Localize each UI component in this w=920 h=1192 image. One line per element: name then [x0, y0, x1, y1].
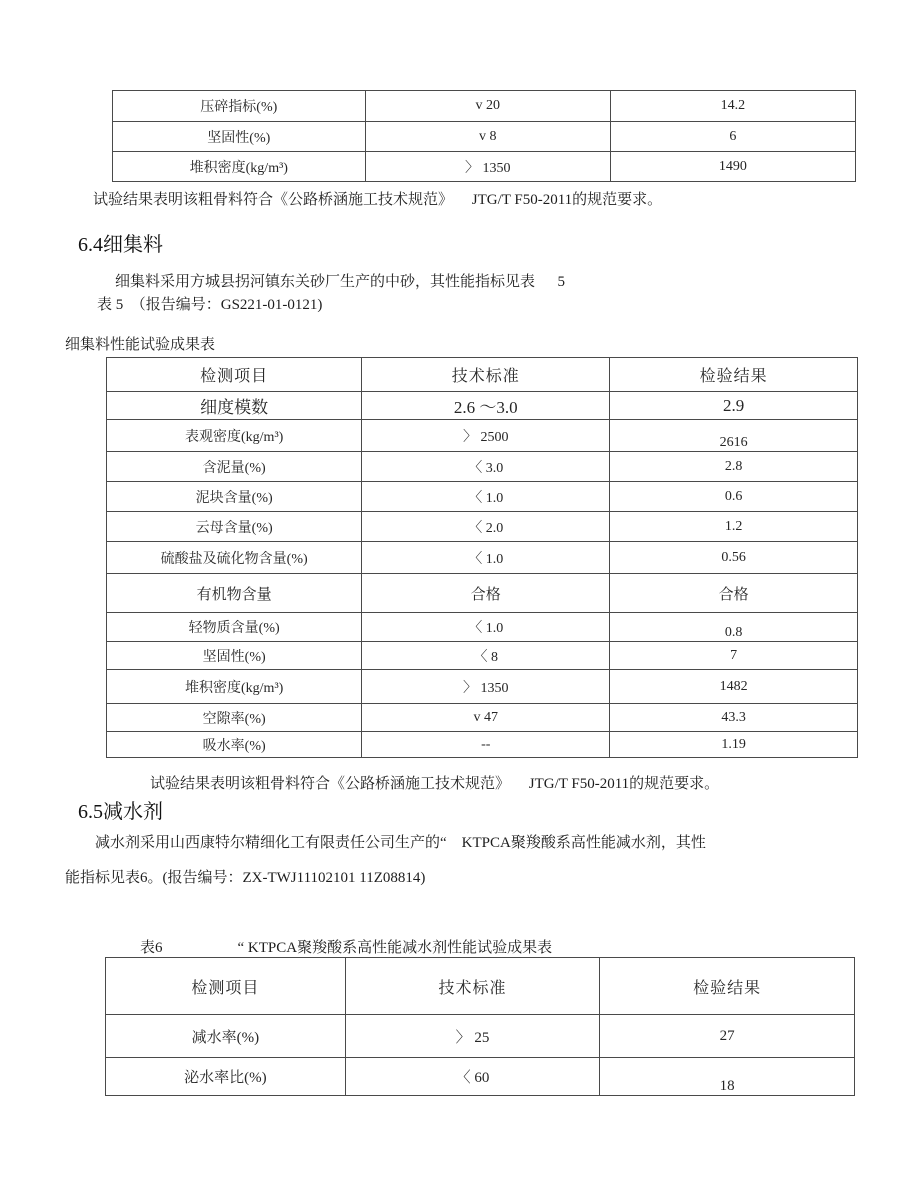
cell-item: 泥块含量(%): [107, 482, 362, 512]
table-row: [107, 642, 858, 670]
header-standard: 技术标准: [345, 958, 600, 1015]
section-heading-6-4: 6.4细集料: [78, 234, 163, 256]
cell-standard: v 8: [365, 122, 610, 152]
header-item: 检测项目: [106, 958, 346, 1015]
cell-result: 合格: [610, 574, 858, 613]
table-row: [107, 420, 858, 452]
table-row: [113, 122, 856, 152]
table6-caption: 表6 “ KTPCA聚羧酸系高性能减水剂性能试验成果表: [140, 940, 553, 956]
cell-result: 1490: [610, 152, 855, 182]
cell-result: 1.2: [610, 512, 858, 542]
cell-standard: 〈 2.0: [362, 512, 610, 542]
cell-item: 表观密度(kg/m³): [107, 420, 362, 452]
section-heading-6-5: 6.5减水剂: [78, 801, 163, 823]
cell-standard: 〈 8: [362, 642, 610, 670]
fine-aggregate-intro: 细集料采用方城县拐河镇东关砂厂生产的中砂，其性能指标见表 5: [115, 274, 566, 290]
cell-item: 坚固性(%): [107, 642, 362, 670]
table-row: [107, 732, 858, 758]
cell-standard: 〉 1350: [362, 670, 610, 704]
cell-result: 43.3: [610, 704, 858, 732]
cell-standard: v 20: [365, 91, 610, 122]
table-header-row: [107, 358, 858, 392]
cell-item: 空隙率(%): [107, 704, 362, 732]
cell-standard: --: [362, 732, 610, 758]
cell-standard: 〈 60: [345, 1058, 600, 1096]
table-row: [113, 152, 856, 182]
cell-item: 含泥量(%): [107, 452, 362, 482]
cell-standard: 〈 1.0: [362, 613, 610, 642]
cell-item: 硫酸盐及硫化物含量(%): [107, 542, 362, 574]
cell-result: 0.8: [610, 613, 858, 642]
table5-report-number: 表 5 （报告编号：GS221-01-0121): [97, 297, 323, 313]
cell-item: 压碎指标(%): [113, 91, 366, 122]
cell-standard: 〉 2500: [362, 420, 610, 452]
cell-item: 吸水率(%): [107, 732, 362, 758]
table-row: [106, 1015, 855, 1058]
cell-result: 1482: [610, 670, 858, 704]
header-standard: 技术标准: [362, 358, 610, 392]
cell-item: 轻物质含量(%): [107, 613, 362, 642]
table-row: [107, 542, 858, 574]
cell-item: 云母含量(%): [107, 512, 362, 542]
table-row: [107, 574, 858, 613]
fine-aggregate-table: [106, 357, 858, 758]
header-item: 检测项目: [107, 358, 362, 392]
table-row: [107, 392, 858, 420]
table-row: [107, 704, 858, 732]
table6-report-number: 能指标见表6。(报告编号：ZX-TWJ11102101 11Z08814): [65, 870, 426, 886]
header-result: 检验结果: [610, 358, 858, 392]
cell-standard: 2.6 ～3.0: [362, 392, 610, 420]
cell-standard: v 47: [362, 704, 610, 732]
cell-item: 细度模数: [107, 392, 362, 420]
table-row: [107, 452, 858, 482]
cell-standard: 〉 1350: [365, 152, 610, 182]
cell-result: 1.19: [610, 732, 858, 758]
cell-standard: 〉 25: [345, 1015, 600, 1058]
table-row: [107, 670, 858, 704]
cell-item: 泌水率比(%): [106, 1058, 346, 1096]
table-row: [107, 482, 858, 512]
cell-standard: 〈 1.0: [362, 542, 610, 574]
cell-standard: 合格: [362, 574, 610, 613]
water-reducer-table: [105, 957, 855, 1096]
cell-standard: 〈 3.0: [362, 452, 610, 482]
cell-result: 0.6: [610, 482, 858, 512]
header-result: 检验结果: [600, 958, 855, 1015]
cell-result: 2.9: [610, 392, 858, 420]
water-reducer-intro: 减水剂采用山西康特尔精细化工有限责任公司生产的“ KTPCA聚羧酸系高性能减水剂，其性: [95, 835, 706, 851]
table-row: [113, 91, 856, 122]
table-row: [107, 512, 858, 542]
cell-result: 6: [610, 122, 855, 152]
table5-title: 细集料性能试验成果表: [65, 337, 216, 353]
cell-result: 18: [600, 1058, 855, 1096]
cell-item: 堆积密度(kg/m³): [113, 152, 366, 182]
cell-item: 减水率(%): [106, 1015, 346, 1058]
cell-item: 坚固性(%): [113, 122, 366, 152]
cell-item: 堆积密度(kg/m³): [107, 670, 362, 704]
cell-result: 2616: [610, 420, 858, 452]
coarse-result-note: 试验结果表明该粗骨料符合《公路桥涵施工技术规范》 JTG/T F50-2011的规范要求。: [93, 192, 663, 208]
cell-result: 27: [600, 1015, 855, 1058]
cell-item: 有机物含量: [107, 574, 362, 613]
table-row: [107, 613, 858, 642]
coarse-aggregate-table: [112, 90, 856, 182]
cell-result: 14.2: [610, 91, 855, 122]
table-header-row: [106, 958, 855, 1015]
cell-result: 7: [610, 642, 858, 670]
table-row: [106, 1058, 855, 1096]
cell-result: 0.56: [610, 542, 858, 574]
cell-result: 2.8: [610, 452, 858, 482]
fine-result-note: 试验结果表明该粗骨料符合《公路桥涵施工技术规范》 JTG/T F50-2011的规范要求。: [150, 776, 720, 792]
cell-standard: 〈 1.0: [362, 482, 610, 512]
